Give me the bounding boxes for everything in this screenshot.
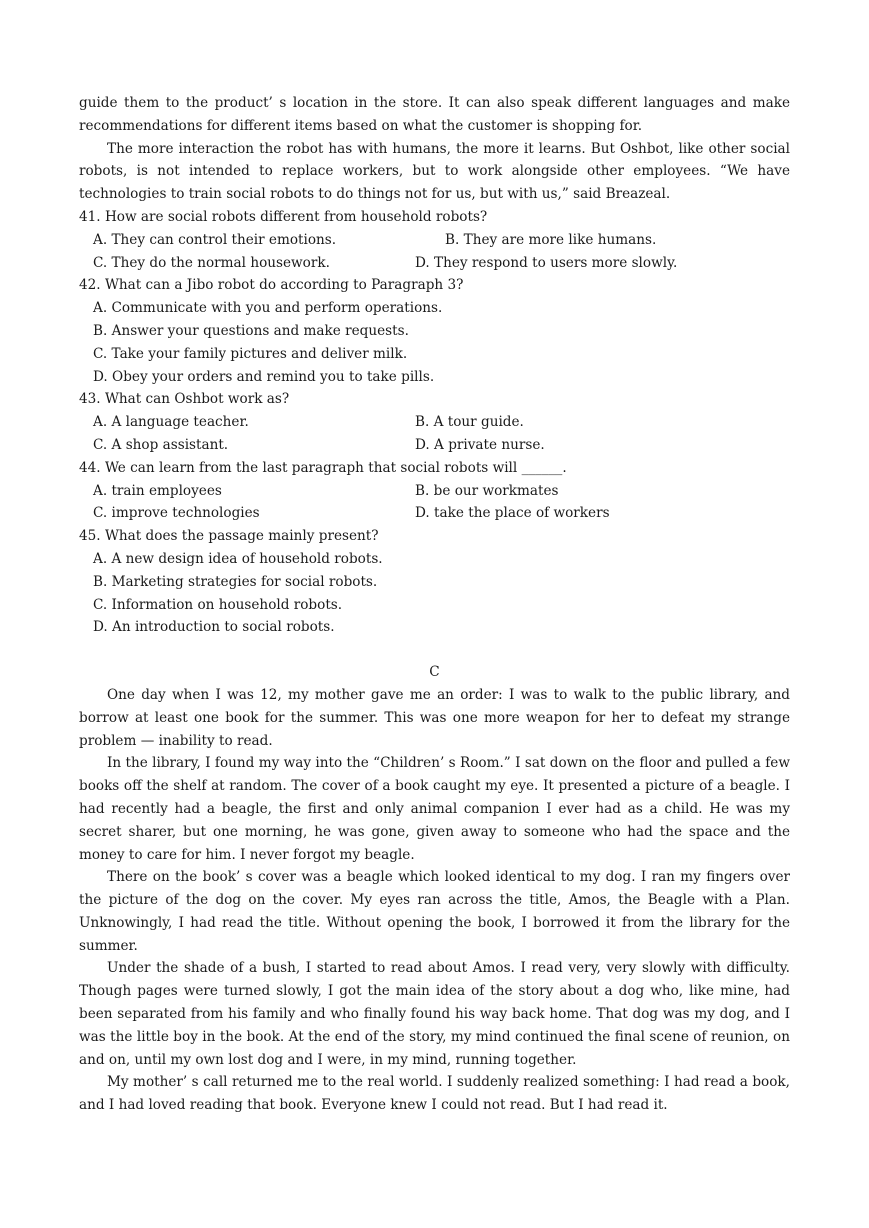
option-c: C. A shop assistant. <box>93 436 229 453</box>
question-stem: 42. What can a Jibo robot do according to Paragraph 3? <box>79 277 464 294</box>
option-b: B. They are more like humans. <box>445 231 657 248</box>
option-a: A. A new design idea of household robots. <box>93 550 383 567</box>
option-c: C. improve technologies <box>93 505 260 522</box>
question-41 <box>79 206 790 274</box>
document-page <box>79 92 790 1117</box>
section-heading: C <box>429 664 440 681</box>
question-45 <box>79 525 790 639</box>
question-43 <box>79 388 790 456</box>
option-a: A. train employees <box>93 482 222 499</box>
question-stem: 44. We can learn from the last paragraph that social robots will ______. <box>79 459 567 476</box>
passage-b-paragraph: The more interaction the robot has with humans, the more it learns. But Oshbot, like other social robots, is not intended to replace workers, but to work alongside other employees. “We have technologies to train social robots to do things not for us, but with us,” said Breazeal. <box>79 140 790 203</box>
passage-c-paragraph: One day when I was 12, my mother gave me an order: I was to walk to the public library, and borrow at least one book for the summer. This was one more weapon for her to defeat my strange problem — inability to read. <box>79 686 790 749</box>
option-d: D. An introduction to social robots. <box>93 619 335 636</box>
option-a: A. A language teacher. <box>93 414 249 431</box>
passage-c-paragraph: There on the book’ s cover was a beagle which looked identical to my dog. I ran my fingers over the picture of the dog on the cover. My eyes ran across the title, Amos, the Beagle with a Plan. Unknowingly, I had read the title. Without opening the book, I borrowed it from the library for the summer. <box>79 869 790 954</box>
option-row <box>79 411 790 434</box>
option-row <box>79 434 790 457</box>
question-stem: 45. What does the passage mainly present? <box>79 528 379 545</box>
passage-c-paragraph: In the library, I found my way into the “Children’ s Room.” I sat down on the floor and pulled a few books off the shelf at random. The cover of a book caught my eye. It presented a picture of a beagle. I had recently had a beagle, the first and only animal companion I ever had as a child. He was my secret sharer, but one morning, he was gone, given away to someone who had the space and the money to care for him. I never forgot my beagle. <box>79 755 790 863</box>
question-42 <box>79 274 790 388</box>
option-b: B. be our workmates <box>415 482 559 499</box>
option-c: C. Take your family pictures and deliver milk. <box>93 345 408 362</box>
option-d: D. Obey your orders and remind you to take pills. <box>93 368 435 385</box>
passage-c-paragraph: My mother’ s call returned me to the real world. I suddenly realized something: I had read a book, and I had loved reading that book. Everyone knew I could not read. But I had read it. <box>79 1074 790 1114</box>
option-d: D. They respond to users more slowly. <box>415 254 678 271</box>
option-a: A. Communicate with you and perform operations. <box>93 300 443 317</box>
option-c: C. Information on household robots. <box>93 596 343 613</box>
question-stem: 41. How are social robots different from household robots? <box>79 208 488 225</box>
passage-b-paragraph: guide them to the product’ s location in the store. It can also speak different languages and make recommendations for different items based on what the customer is shopping for. <box>79 95 790 134</box>
option-row <box>79 480 790 503</box>
option-b: B. Marketing strategies for social robots. <box>93 573 378 590</box>
option-c: C. They do the normal housework. <box>93 254 330 271</box>
option-row <box>79 252 790 275</box>
question-44 <box>79 457 790 525</box>
option-b: B. A tour guide. <box>415 414 524 431</box>
passage-c-paragraph: Under the shade of a bush, I started to read about Amos. I read very, very slowly with difficulty. Though pages were turned slowly, I got the main idea of the story about a dog who, like mine, had been separated from his family and who finally found his way back home. That dog was my dog, and I was the little boy in the book. At the end of the story, my mind continued the final scene of reunion, on and on, until my own lost dog and I were, in my mind, running together. <box>79 960 790 1068</box>
option-a: A. They can control their emotions. <box>93 231 337 248</box>
option-b: B. Answer your questions and make requests. <box>93 322 409 339</box>
option-d: D. take the place of workers <box>415 505 610 522</box>
option-row <box>79 229 790 252</box>
option-row <box>79 502 790 525</box>
question-stem: 43. What can Oshbot work as? <box>79 391 290 408</box>
option-d: D. A private nurse. <box>415 436 545 453</box>
